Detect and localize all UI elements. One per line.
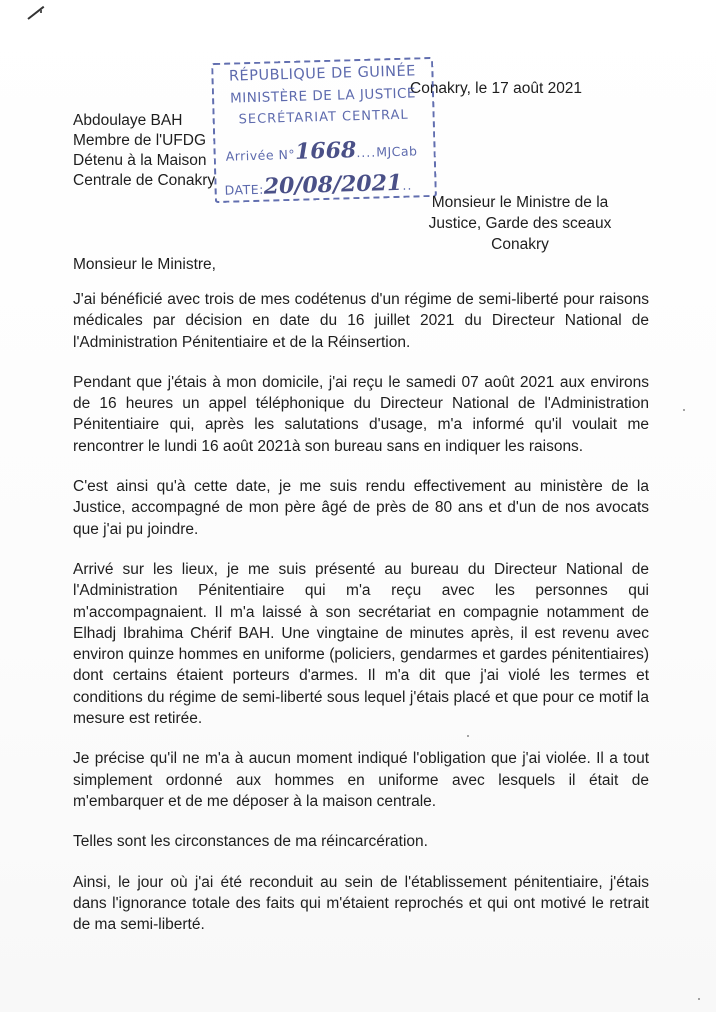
stamp-date-label: DATE:: [224, 181, 265, 198]
paper-speck: [698, 998, 700, 1000]
stamp-arrival-row: Arrivée N°1668....MJCab: [225, 137, 418, 165]
stamp-date-row: DATE:20/08/2021..: [224, 169, 413, 200]
sender-status: Détenu à la Maison: [73, 152, 207, 169]
recipient-line-3: Conakry: [491, 236, 549, 253]
recipient-block: [400, 192, 640, 255]
stamp-arrival-suffix: MJCab: [376, 143, 418, 160]
place-date: Conakry, le 17 août 2021: [410, 80, 583, 97]
letter-body: [73, 289, 649, 954]
body-paragraph: Arrivé sur les lieux, je me suis présenté au bureau du Directeur National de l'Administration Pénitentiaire qui m'a reçu avec les personnes qui m'accompagnaient. Il m'a laissé à son secrétariat en compagnie notamment de Elhadj Ibrahima Chérif BAH. Une vingtaine de minutes après, il est revenu avec environ quinze hommes en uniforme (policiers, gendarmes et gardes pénitentiaires) dont certains étaient porteurs d'armes. Il m'a dit que j'ai violé les termes et conditions du régime de semi-liberté sous lequel j'étais placé et que pour ce motif la mesure est retirée.: [73, 560, 649, 728]
salutation: Monsieur le Ministre,: [73, 256, 216, 273]
body-paragraph: Ainsi, le jour où j'ai été reconduit au sein de l'établissement pénitentiaire, j'étais dans l'ignorance totale des faits qui m'étaient reprochés et qui ont motivé le retrait de ma semi-liberté.: [73, 873, 649, 934]
sender-party: Membre de l'UFDG: [73, 132, 207, 149]
sender-name: Abdoulaye BAH: [73, 112, 183, 129]
paper-speck: [467, 735, 469, 737]
recipient-line-1: Monsieur le Ministre de la: [431, 194, 609, 211]
stamp-arrival-number: 1668: [294, 137, 357, 165]
body-paragraph: C'est ainsi qu'à cette date, je me suis rendu effectivement au ministère de la Justice, accompagné de mon père âgé de près de 80 ans et d'un de nos avocats que j'ai pu joindre.: [73, 478, 649, 538]
body-paragraph: Je précise qu'il ne m'a à aucun moment indiqué l'obligation que j'ai violée. Il a tout simplement ordonné aux hommes en uniforme avec lesquels il était de m'embarquer et de me déposer à la maison centrale.: [73, 750, 649, 810]
recipient-line-2: Justice, Garde des sceaux: [428, 215, 612, 232]
stamp-republic: RÉPUBLIQUE DE GUINÉE: [228, 63, 417, 85]
body-paragraph: Pendant que j'étais à mon domicile, j'ai reçu le samedi 07 août 2021 aux environs de 16 heures un appel téléphonique du Directeur National de l'Administration Pénitentiaire qui, après les salutations d'usage, m'a informé qu'il voulait me rencontrer le lundi 16 août 2021à son bureau sans en indiquer les raisons.: [73, 373, 649, 455]
pen-mark-dot: [40, 10, 42, 13]
ministry-reception-stamp: [211, 57, 437, 203]
stamp-date-value: 20/08/2021: [263, 169, 403, 200]
sender-block: [73, 111, 215, 191]
stamp-secretariat: SECRÉTARIAT CENTRAL: [238, 107, 409, 128]
body-paragraph: J'ai bénéficié avec trois de mes codétenus d'un régime de semi-liberté pour raisons médicales par décision en date du 16 juillet 2021 du Directeur National de l'Administration Pénitentiaire et de la Réinsertion.: [73, 291, 649, 351]
sender-location: Centrale de Conakry: [73, 172, 216, 189]
body-paragraph: Telles sont les circonstances de ma réincarcération.: [73, 833, 428, 851]
paper-speck: [683, 409, 685, 411]
stamp-arrival-label: Arrivée N°: [225, 146, 296, 164]
stamp-ministry: MINISTÈRE DE LA JUSTICE: [229, 85, 417, 107]
